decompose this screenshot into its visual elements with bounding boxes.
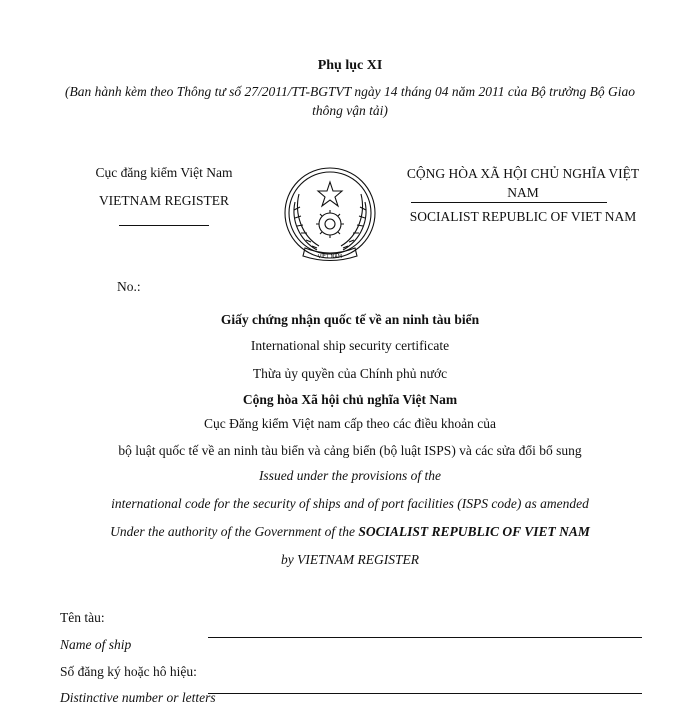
issuer-name-en: VIETNAM REGISTER [98,193,230,208]
ship-name-label-en: Name of ship [60,637,132,652]
authority-prefix: Under the authority of the Government of the [110,524,359,539]
appendix-title: Phụ lục XI [317,58,383,73]
svg-text:VIET NAM: VIET NAM [317,254,343,260]
certificate-number-label: No.: [117,279,141,294]
republic-underline [411,202,607,203]
national-emblem-icon [277,162,383,268]
republic-name-vi: CỘNG HÒA XÃ HỘI CHỦ NGHĨA VIỆT NAM [406,166,640,200]
ship-name-input-line [208,637,642,638]
certificate-title-en: International ship security certificate [250,338,450,353]
issuer-name-vi: Cục đăng kiểm Việt Nam [95,165,233,180]
authority-line-en [40,524,660,540]
reg-number-input-line [208,693,642,694]
issuer-line-vi: Cục Đăng kiểm Việt nam cấp theo các điều khoản của [203,416,497,431]
republic-vi-bold: Cộng hòa Xã hội chủ nghĩa Việt Nam [242,392,458,407]
reg-number-label-vi: Số đăng ký hoặc hô hiệu: [60,664,197,679]
issued-under-en: Issued under the provisions of the [258,468,442,483]
issuer-underline [119,225,209,226]
authority-vi: Thừa ủy quyền của Chính phủ nước [252,366,448,381]
code-line-en: international code for the security of ships and of port facilities (ISPS code) as amended [111,496,589,511]
code-line-vi: bộ luật quốc tế về an ninh tàu biển và cảng biển (bộ luật ISPS) và các sửa đổi bổ sung [118,443,582,458]
authority-country: SOCIALIST REPUBLIC OF VIET NAM [358,524,590,539]
reg-number-label-en: Distinctive number or letters [60,690,216,705]
appendix-subtitle: (Ban hành kèm theo Thông tư số 27/2011/TT-BGTVT ngày 14 tháng 04 năm 2011 của Bộ trưởng Bộ Giao thông vận tải) [65,84,635,118]
republic-name-en: SOCIALIST REPUBLIC OF VIET NAM [409,209,637,224]
ship-name-label-vi: Tên tàu: [60,610,105,625]
certificate-title-vi: Giấy chứng nhận quốc tế về an ninh tàu biển [220,312,480,327]
by-register-en: by VIETNAM REGISTER [281,552,419,567]
